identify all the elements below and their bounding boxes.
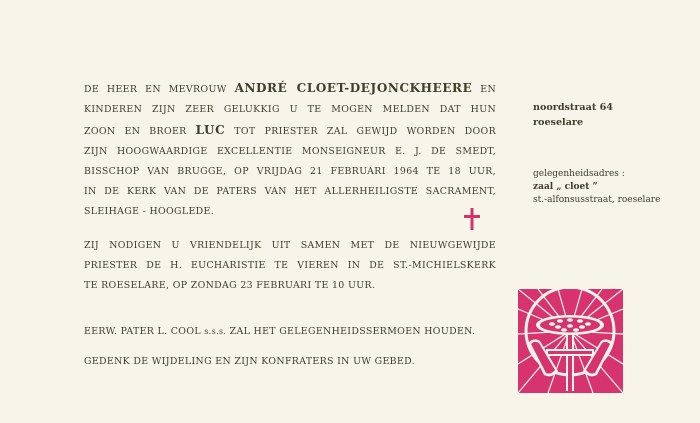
invitation-line-2: PRIESTER DE H. EUCHARISTIE TE VIEREN IN DE ST.-MICHIELSKERK bbox=[84, 260, 496, 271]
text-segment: EN bbox=[472, 84, 497, 95]
announcement-line-5: BISSCHOP VAN BRUGGE, OP VRIJDAG 21 FEBRUARI 1964 TE 18 UUR, bbox=[84, 166, 496, 177]
invitation-line-1: ZIJ NODIGEN U VRIENDELIJK UIT SAMEN MET DE NIEUWGEWIJDE bbox=[84, 240, 496, 251]
announcement-body bbox=[84, 78, 496, 372]
address-street: noordstraat 64 bbox=[533, 102, 613, 113]
prayer-line: GEDENK DE WIJDELING EN ZIJN KONFRATERS IN UW GEBED. bbox=[84, 356, 415, 367]
venue-street: st.-alfonsusstraat, roeselare bbox=[533, 195, 661, 205]
spacer bbox=[84, 296, 496, 322]
announcement-line-4: ZIJN HOOGWAARDIGE EXCELLENTIE MONSEIGNEUR E. J. DE SMEDT, bbox=[84, 146, 496, 157]
order-abbreviation: s.s.s. bbox=[204, 327, 227, 336]
son-name: LUC bbox=[195, 123, 226, 137]
text-segment: TOT PRIESTER ZAL GEWIJD WORDEN DOOR bbox=[225, 126, 496, 137]
text-segment: DE HEER EN MEVROUW bbox=[84, 84, 235, 95]
sermon-line bbox=[84, 322, 496, 342]
parents-name: ANDRÉ CLOET-DEJONCKHEERE bbox=[234, 81, 473, 95]
text-segment: ZOON EN BROER bbox=[84, 126, 196, 137]
cross-icon bbox=[462, 207, 482, 231]
announcement-line-1 bbox=[84, 78, 496, 100]
invitation-line-3: TE ROESELARE, OP ZONDAG 23 FEBRUARI TE 10 UUR. bbox=[84, 280, 376, 291]
announcement-line-6: IN DE KERK VAN DE PATERS VAN HET ALLERHEILIGSTE SACRAMENT, bbox=[84, 186, 496, 197]
address-city: roeselare bbox=[533, 117, 584, 128]
announcement-line-3 bbox=[84, 120, 496, 142]
text-segment: ZAL HET GELEGENHEIDSSERMOEN HOUDEN. bbox=[226, 326, 476, 337]
text-segment: EERW. PATER L. COOL bbox=[84, 326, 205, 337]
venue-address bbox=[533, 168, 660, 207]
announcement-line-2: KINDEREN ZIJN ZEER GELUKKIG U TE MOGEN MELDEN DAT HUN bbox=[84, 104, 496, 115]
venue-name: zaal „ cloet ” bbox=[533, 182, 598, 192]
eucharist-emblem-icon bbox=[518, 289, 623, 393]
venue-label: gelegenheidsadres : bbox=[533, 169, 625, 179]
home-address bbox=[533, 100, 613, 130]
spacer bbox=[84, 222, 496, 236]
spacer bbox=[84, 342, 496, 352]
announcement-line-7: SLEIHAGE - HOOGLEDE. bbox=[84, 206, 215, 217]
